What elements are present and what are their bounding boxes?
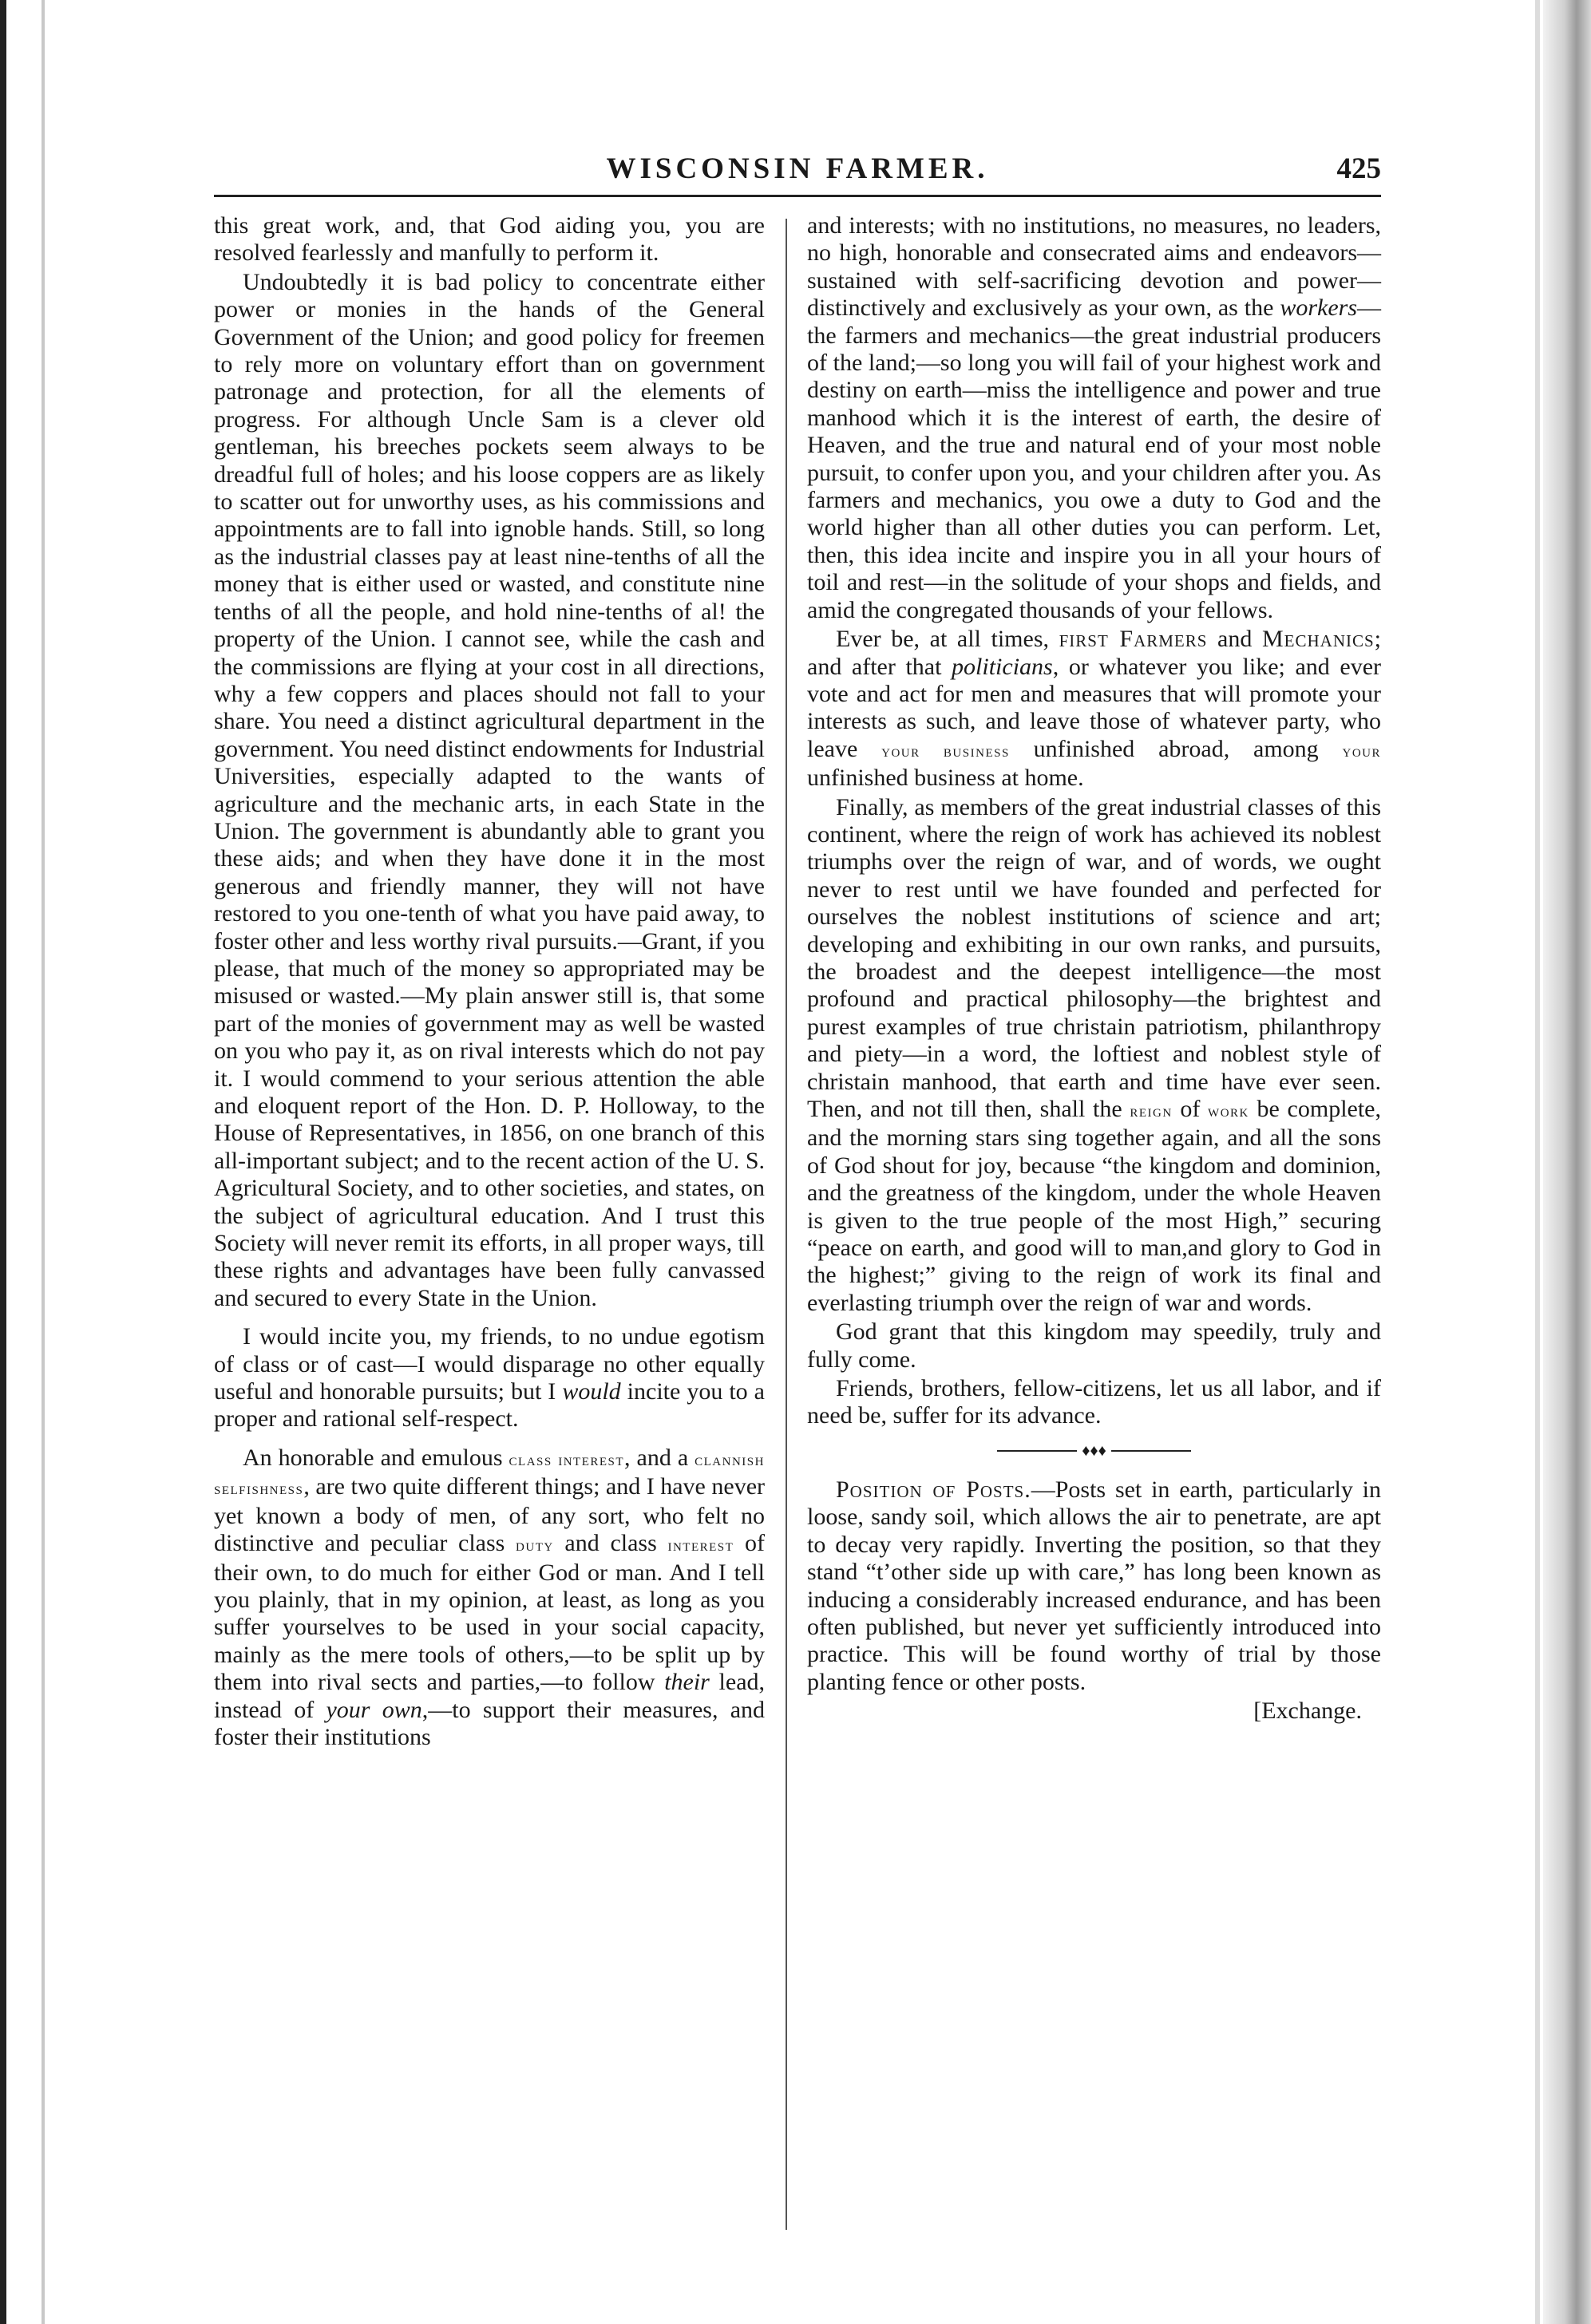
text-run: and class [553,1530,668,1557]
scan-edge-line [1535,0,1540,2324]
right-column [807,212,1381,1725]
paragraph: Friends, brothers, fellow-citizens, let us all labor, and if need be, suffer for its advance. [807,1375,1381,1429]
text-run: ; and after that [807,626,1382,680]
newspaper-page [214,144,1382,1750]
section-divider [807,1441,1381,1460]
paragraph [807,1476,1381,1696]
text-run: and interests; with no institutions, no measures, no leaders, no high, honorable and consecrated aims and endeavors—sustained with self-sacrificing devotion and power—distinctively and exclusively as your own, as the [807,212,1381,322]
emphasis: their [664,1669,710,1696]
page-number: 425 [1336,152,1381,185]
divider-line [1111,1450,1191,1452]
text-run: ,—to support their measures, and foster their institutions [214,1696,766,1750]
text-run: —the farmers and mechanics—the great industrial producers of the land;—so long you will fail of your highest work and destiny on earth—miss the intelligence and power and true manhood which it is the interest of earth, the desire of Heaven, and the true and natural end of your most noble pursuit, to confer upon you, and your children after you. As farmers and mechanics, you owe a duty to God and the world higher than all other duties you can perform. Let, then, this idea incite and inspire you in all your hours of toil and rest—in the solitude of your shops and fields, and amid the congregated thousands of your fellows. [807,294,1381,623]
text-run: An honorable and emulous [243,1444,509,1471]
small-caps: reign [1130,1101,1173,1120]
paragraph: God grant that this kingdom may speedily, truly and fully come. [807,1318,1381,1373]
left-column [214,212,765,1751]
text-run: , are two quite different things; and I have never yet known a body of men, of any sort, who felt no distinctive and peculiar class [214,1473,765,1557]
paragraph [214,1445,765,1751]
text-run: of their own, to do much for either God or man. And I tell you plainly, that in my opinion, at least, as long as you suffer yourselves to be used in your social capacity, mainly as the mere tools of others,—to be split up by them into rival sects and parties,—to follow [214,1530,765,1696]
diamond-ornament-icon: ♦♦♦ [1082,1441,1106,1460]
text-run: unfinished abroad, among [1009,735,1343,762]
paragraph: Undoubtedly it is bad policy to concentrate either power or monies in the hands of the General Government of the Union; and good policy for freemen to rely more on voluntary effort than on government patronage and protection, for all the elements of progress. For although Uncle Sam is a clever old gentleman, his breeches pockets seem always to be dreadful full of holes; and his loose coppers are as likely to scatter out for unworthy uses, as his commissions and appointments are to fall into ignoble hands. Still, so long as the industrial classes pay at least nine-tenths of all the money that is either used or wasted, and constitute nine tenths of all the people, and hold nine-tenths of al! the property of the Union. I cannot see, while the cash and the commissions are flying at your cost in all directions, why a few coppers and places should not fall to your share. You need a distinct agricultural department in the government. You need distinct endowments for Industrial Universities, especially adapted to the wants of agriculture and the mechanic arts, in each State in the Union. The government is abundantly able to grant you these aids; and when they have done it in the most generous and friendly manner, they will not have restored to you one-tenth of what you have paid away, to foster other and less worthy rival pursuits.—Grant, if you please, that much of the money so appropriated may be misused or wasted.—My plain answer still is, that some part of the monies of government may as well be wasted on you who pay it, as on rival interests which do not pay it. I would commend to your serious attention the able and eloquent report of the Hon. D. P. Holloway, to the House of Representatives, in 1856, on one branch of this all-important subject; and to the recent action of the U. S. Agricultural Society, and to other societies, and states, on the subject of agricultural education. And I trust this Society will never remit its efforts, in all proper ways, till these rights and advantages have been fully canvassed and secured to every State in the Union. [214,268,765,1311]
small-caps: duty [516,1535,554,1555]
paragraph [214,1323,765,1433]
paragraph: this great work, and, that God aiding you, you are resolved fearlessly and manfully to perform it. [214,212,765,267]
text-run: —Posts set in earth, particularly in loose, sandy soil, which allows the air to penetrate, are apt to decay very rapidly. Inverting the position, so that they stand “t’other side up with care,” has long been known as inducing a considerably increased endurance, and has been often published, but never yet sufficiently introduced into practice. This will be found worthy of trial by those planting fence or other posts. [807,1476,1381,1695]
text-run: of [1172,1096,1209,1122]
paragraph [807,794,1381,1318]
text-run: , and a [624,1444,695,1471]
scan-margin-line [42,0,45,2324]
text-run: and [1207,626,1262,653]
small-caps: class interest [509,1449,625,1469]
text-run: Ever be, at all times, [836,626,1059,653]
column-rule [786,219,787,2230]
source-credit: [Exchange. [1253,1698,1362,1725]
text-run: , or whatever you like; and ever vote and act for men and measures that will promote your interests as such, and leave those of whatever party, who leave [807,653,1381,762]
scan-page-edge [1543,0,1591,2324]
emphasis: workers [1280,294,1357,322]
small-caps: your business [881,740,1010,761]
article-title: Position of Posts. [836,1476,1031,1503]
small-caps: your [1342,740,1382,761]
text-run: lead, instead of [214,1669,766,1723]
small-caps: first Farmers [1059,626,1208,653]
text-run: incite you to a proper and rational self-respect. [214,1378,765,1433]
running-title: WISCONSIN FARMER. [606,152,989,185]
text-run: Finally, as members of the great industrial classes of this continent, where the reign of work has achieved its noblest triumphs over the reign of war, and of words, we ought never to rest until we have founded and perfected for ourselves the noblest institutions of science and art; developing and exhibiting in our own ranks, and pursuits, the broadest and the deepest intelligence—the most profound and practical philosophy—the brightest and purest examples of true christain patriotism, philanthropy and piety—in a word, the loftiest and noblest style of christain manhood, that earth and time have ever seen. Then, and not till then, shall the [807,793,1381,1122]
page-header [214,144,1381,197]
text-run: I would incite you, my friends, to no undue egotism of class or of cast—I would disparage no other equally useful and honorable pursuits; but I [214,1323,765,1405]
text-run: be complete, and the morning stars sing together again, and all the sons of God shout for joy, because “the kingdom and dominion, and the greatness of the kingdom, under the whole Heaven is given to the true people of the most High,” securing “peace on earth, and good will to man,and glory to God in the highest;” giving to the reign of work its final and everlasting triumph over the reign of war and words. [807,1096,1381,1316]
text-run: unfinished business at home. [807,765,1084,792]
divider-line [997,1450,1077,1452]
emphasis: would [562,1378,621,1405]
small-caps: interest [667,1535,734,1555]
paragraph [807,626,1381,792]
small-caps: work [1208,1101,1249,1120]
small-caps: clannish selfishness [214,1449,765,1499]
emphasis: politicians [952,653,1053,680]
paragraph [807,212,1381,624]
scan-binding-edge [0,0,6,2324]
emphasis: your own [326,1696,422,1723]
small-caps: Mechanics [1261,626,1375,653]
